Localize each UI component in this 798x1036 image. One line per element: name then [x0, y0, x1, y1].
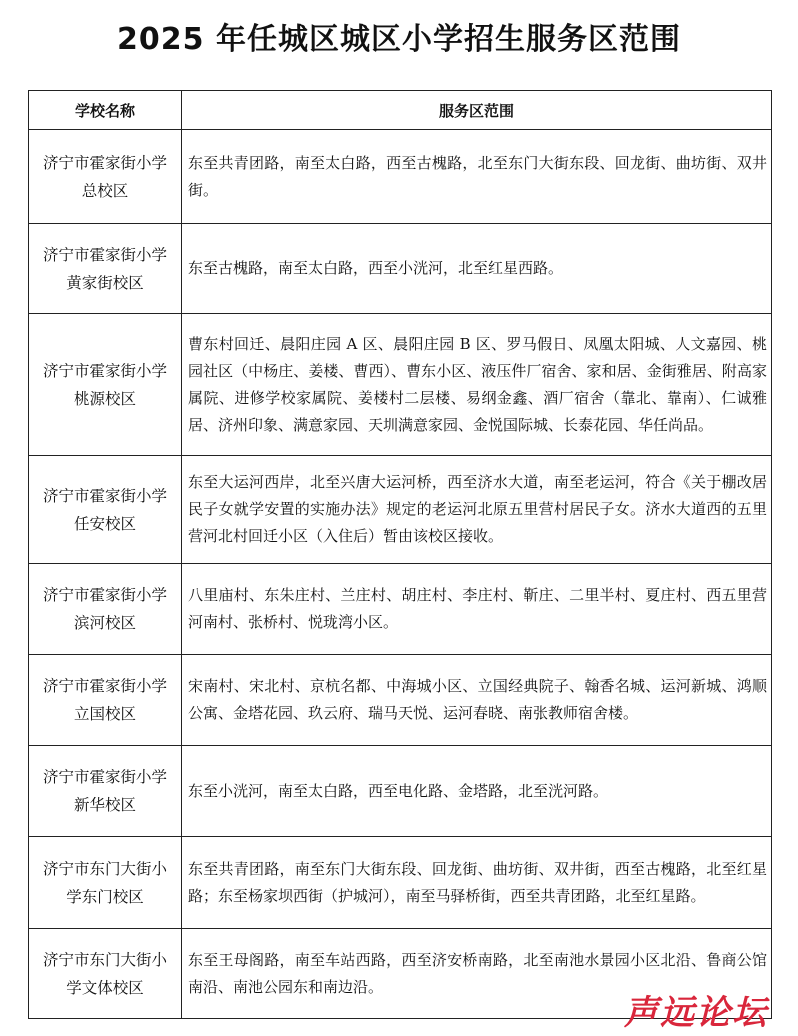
school-name-cell: 济宁市霍家街小学任安校区 [29, 456, 182, 564]
school-name-cell: 济宁市霍家街小学桃源校区 [29, 314, 182, 456]
service-area-cell: 宋南村、宋北村、京杭名都、中海城小区、立国经典院子、翰香名城、运河新城、鸿顺公寓、金塔花园、玖云府、瑞马天悦、运河春晓、南张教师宿舍楼。 [182, 655, 772, 746]
table-row [29, 746, 772, 837]
table-row [29, 456, 772, 564]
table-row [29, 130, 772, 224]
watermark-logo: 声远论坛 [624, 993, 768, 1033]
page-title: 2025 年任城区城区小学招生服务区范围 [117, 22, 681, 57]
school-name-cell: 济宁市霍家街小学立国校区 [29, 655, 182, 746]
service-area-cell: 东至小洸河，南至太白路，西至电化路、金塔路，北至洸河路。 [182, 746, 772, 837]
table-row [29, 314, 772, 456]
service-area-table [28, 90, 772, 1019]
service-area-cell: 东至大运河西岸，北至兴唐大运河桥，西至济水大道，南至老运河，符合《关于棚改居民子女就学安置的实施办法》规定的老运河北原五里营村居民子女。济水大道西的五里营河北村回迁小区（入住后）暂由该校区接收。 [182, 456, 772, 564]
school-name-cell: 济宁市霍家街小学新华校区 [29, 746, 182, 837]
header-service-area: 服务区范围 [182, 91, 772, 130]
table-row [29, 837, 772, 929]
service-area-cell: 八里庙村、东朱庄村、兰庄村、胡庄村、李庄村、靳庄、二里半村、夏庄村、西五里营河南村、张桥村、悦珑湾小区。 [182, 564, 772, 655]
table-row [29, 655, 772, 746]
school-name-cell: 济宁市霍家街小学黄家街校区 [29, 224, 182, 314]
service-area-cell: 东至王母阁路，南至车站西路，西至济安桥南路，北至南池水景园小区北沿、鲁商公馆南沿、南池公园东和南边沿。 [182, 929, 772, 1019]
school-name-cell: 济宁市霍家街小学总校区 [29, 130, 182, 224]
header-school-name: 学校名称 [29, 91, 182, 130]
school-name-cell: 济宁市东门大街小学东门校区 [29, 837, 182, 929]
school-name-cell: 济宁市东门大街小学文体校区 [29, 929, 182, 1019]
service-area-cell: 东至共青团路，南至太白路，西至古槐路，北至东门大街东段、回龙街、曲坊街、双井街。 [182, 130, 772, 224]
table-row [29, 564, 772, 655]
table-header-row [29, 91, 772, 130]
service-area-cell: 东至古槐路，南至太白路，西至小洸河，北至红星西路。 [182, 224, 772, 314]
service-area-cell: 东至共青团路，南至东门大街东段、回龙街、曲坊街、双井街，西至古槐路，北至红星路；东至杨家坝西街（护城河），南至马驿桥街，西至共青团路，北至红星路。 [182, 837, 772, 929]
table-row [29, 224, 772, 314]
school-name-cell: 济宁市霍家街小学滨河校区 [29, 564, 182, 655]
service-area-cell: 曹东村回迁、晨阳庄园 A 区、晨阳庄园 B 区、罗马假日、凤凰太阳城、人文嘉园、桃园社区（中杨庄、姜楼、曹西）、曹东小区、液压件厂宿舍、家和居、金街雅居、附高家属院、进修学校家属院、姜楼村二层楼、易纲金鑫、酒厂宿舍（靠北、靠南）、仁诚雅居、济州印象、满意家园、天圳满意家园、金悦国际城、长泰花园、华任尚品。 [182, 314, 772, 456]
